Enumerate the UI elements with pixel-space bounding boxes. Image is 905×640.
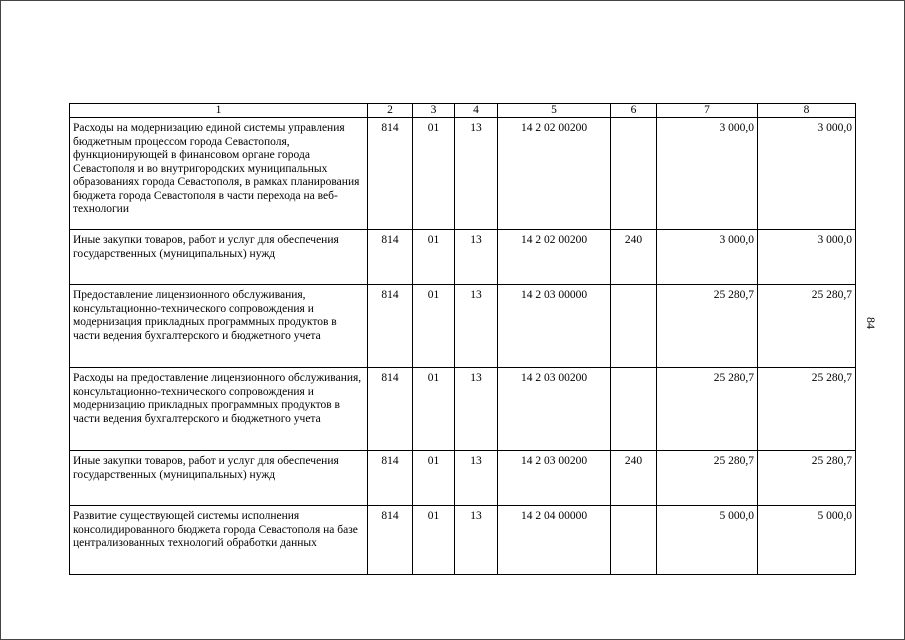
section-cell: 01	[413, 506, 455, 575]
row-name-cell: Развитие существующей системы исполнения консолидированного бюджета города Севастополя на базе централизованных технологий обработки данных	[70, 506, 368, 575]
expense-type-cell	[611, 118, 657, 230]
target-article-cell: 14 2 02 00200	[498, 118, 611, 230]
amount-cell-2: 5 000,0	[758, 506, 856, 575]
subsection-cell: 13	[455, 118, 498, 230]
expense-type-cell	[611, 368, 657, 451]
header-cell: 4	[455, 104, 498, 118]
grbs-cell: 814	[368, 506, 413, 575]
header-cell: 3	[413, 104, 455, 118]
amount-cell-2: 25 280,7	[758, 368, 856, 451]
target-article-cell: 14 2 03 00200	[498, 451, 611, 506]
row-name-cell: Расходы на предоставление лицензионного обслуживания, консультационно-технического сопровождения и модернизацию прикладных программных продуктов в части ведения бухгалтерского и бюджетного учета	[70, 368, 368, 451]
amount-cell-1: 3 000,0	[657, 230, 758, 285]
table-row	[70, 118, 856, 230]
amount-cell-1: 25 280,7	[657, 285, 758, 368]
amount-cell-2: 25 280,7	[758, 285, 856, 368]
table-row	[70, 506, 856, 575]
grbs-cell: 814	[368, 368, 413, 451]
amount-cell-1: 3 000,0	[657, 118, 758, 230]
section-cell: 01	[413, 118, 455, 230]
row-name-cell: Предоставление лицензионного обслуживания, консультационно-технического сопровождения и модернизация прикладных программных продуктов в части ведения бухгалтерского и бюджетного учета	[70, 285, 368, 368]
header-cell: 7	[657, 104, 758, 118]
amount-cell-1: 25 280,7	[657, 368, 758, 451]
amount-cell-1: 25 280,7	[657, 451, 758, 506]
amount-cell-2: 3 000,0	[758, 230, 856, 285]
table-row	[70, 230, 856, 285]
header-cell: 8	[758, 104, 856, 118]
amount-cell-1: 5 000,0	[657, 506, 758, 575]
amount-cell-2: 25 280,7	[758, 451, 856, 506]
grbs-cell: 814	[368, 118, 413, 230]
header-cell: 5	[498, 104, 611, 118]
expense-type-cell	[611, 285, 657, 368]
grbs-cell: 814	[368, 230, 413, 285]
target-article-cell: 14 2 02 00200	[498, 230, 611, 285]
table-row	[70, 285, 856, 368]
section-cell: 01	[413, 368, 455, 451]
header-cell: 6	[611, 104, 657, 118]
row-name-cell: Иные закупки товаров, работ и услуг для обеспечения государственных (муниципальных) нужд	[70, 451, 368, 506]
target-article-cell: 14 2 03 00200	[498, 368, 611, 451]
amount-cell-2: 3 000,0	[758, 118, 856, 230]
table-row	[70, 368, 856, 451]
header-cell: 1	[70, 104, 368, 118]
expense-type-cell	[611, 506, 657, 575]
subsection-cell: 13	[455, 285, 498, 368]
expense-type-cell: 240	[611, 230, 657, 285]
row-name-cell: Расходы на модернизацию единой системы управления бюджетным процессом города Севастополя, функционирующей в финансовом органе города Севастополя и во внутригородских муниципальных образованиях города Севастополя, в рамках планирования бюджета города Севастополя в части перехода на веб-технологии	[70, 118, 368, 230]
section-cell: 01	[413, 285, 455, 368]
subsection-cell: 13	[455, 451, 498, 506]
section-cell: 01	[413, 451, 455, 506]
page-number: 84	[864, 317, 878, 329]
target-article-cell: 14 2 04 00000	[498, 506, 611, 575]
row-name-cell: Иные закупки товаров, работ и услуг для обеспечения государственных (муниципальных) нужд	[70, 230, 368, 285]
table-row	[70, 451, 856, 506]
expense-type-cell: 240	[611, 451, 657, 506]
grbs-cell: 814	[368, 451, 413, 506]
header-cell: 2	[368, 104, 413, 118]
budget-table	[69, 103, 856, 575]
subsection-cell: 13	[455, 506, 498, 575]
subsection-cell: 13	[455, 368, 498, 451]
grbs-cell: 814	[368, 285, 413, 368]
subsection-cell: 13	[455, 230, 498, 285]
table-header-row	[70, 104, 856, 118]
section-cell: 01	[413, 230, 455, 285]
target-article-cell: 14 2 03 00000	[498, 285, 611, 368]
